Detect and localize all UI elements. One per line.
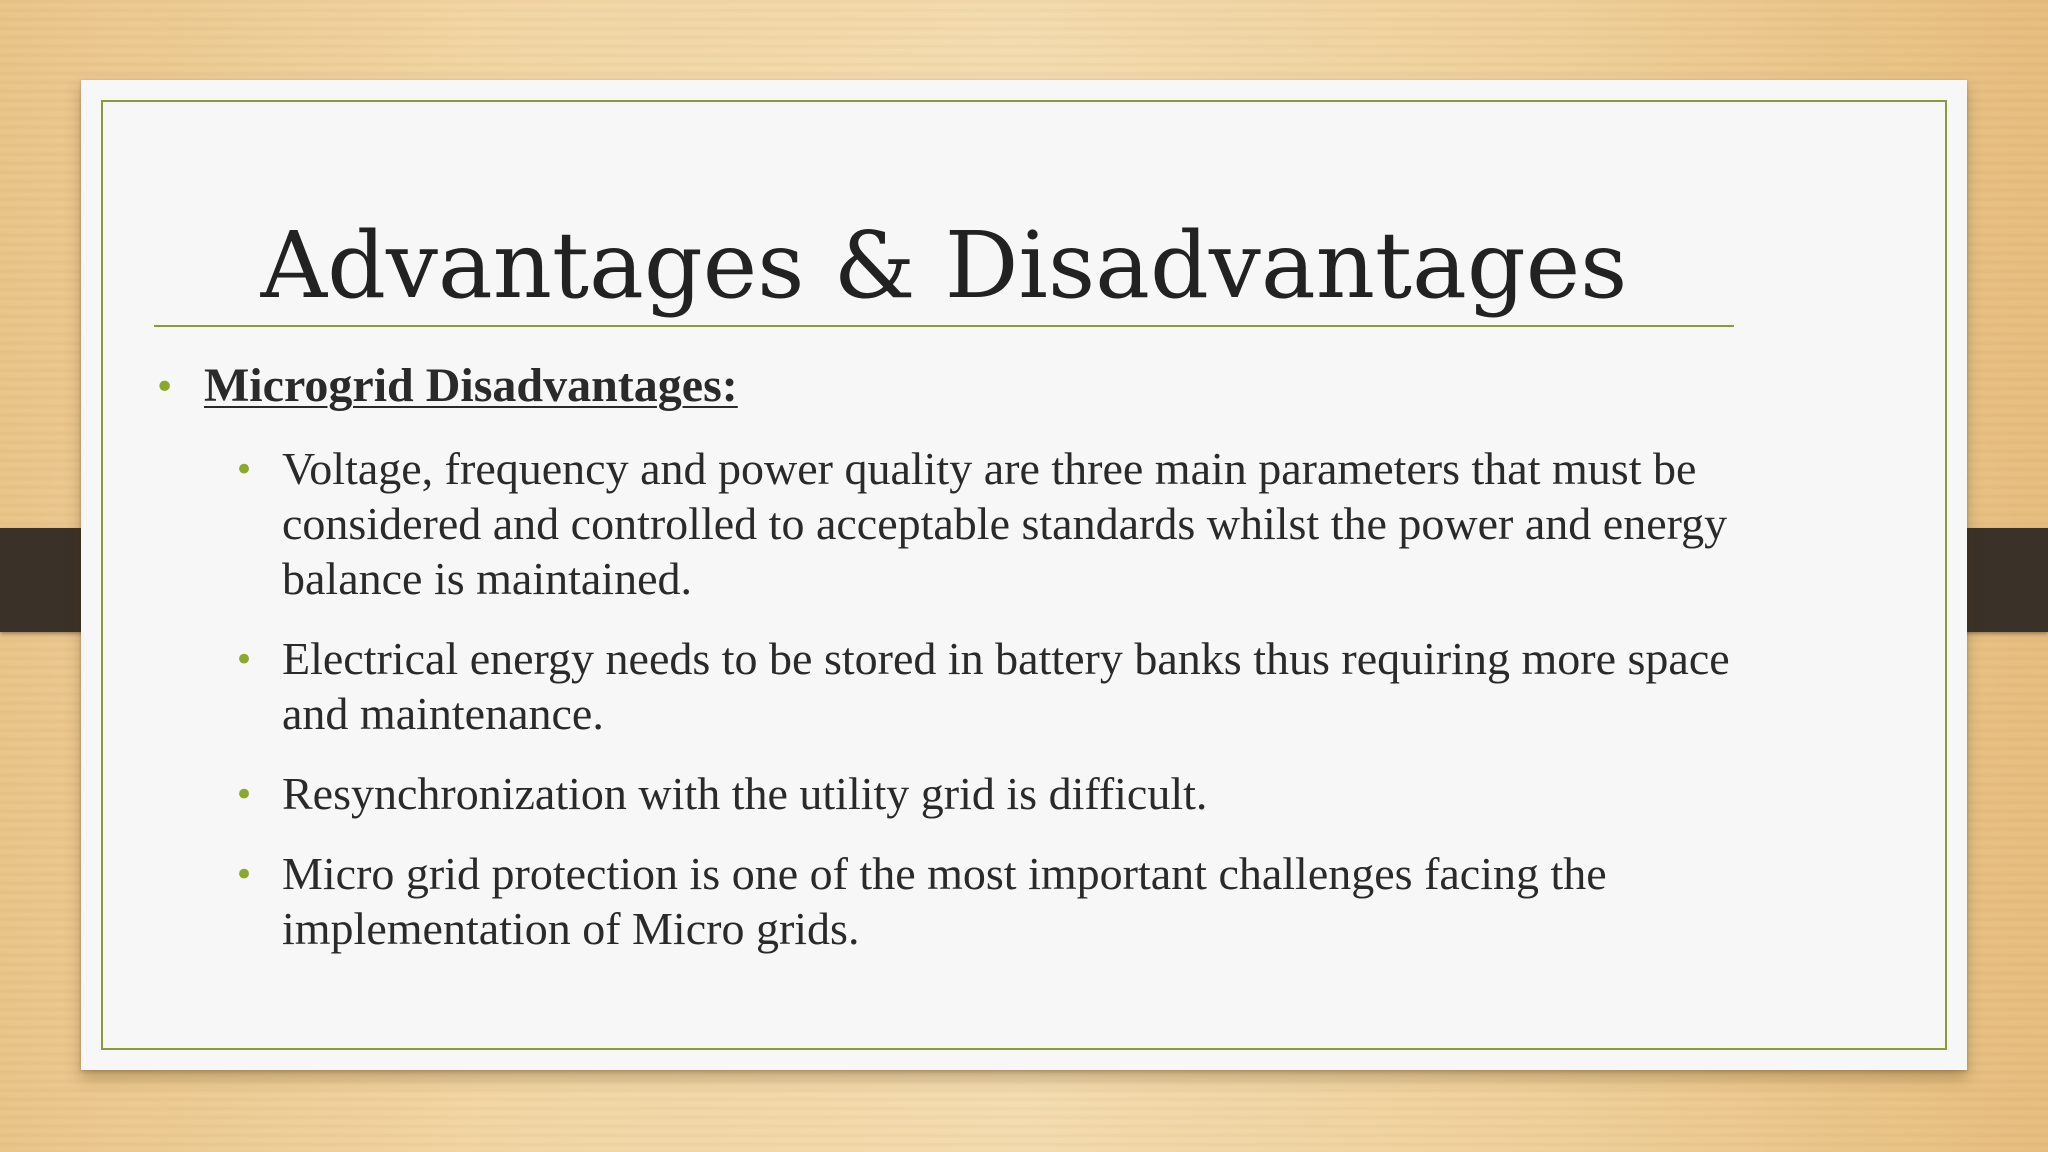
slide-content	[154, 360, 1834, 981]
bullet-icon: •	[234, 639, 255, 680]
title-divider	[154, 325, 1734, 327]
bullet-icon: •	[234, 449, 255, 490]
section-heading: Microgrid Disadvantages:	[204, 359, 738, 412]
bullet-icon: •	[234, 854, 255, 895]
list-item	[232, 631, 1782, 741]
list-item-text: Resynchronization with the utility grid is difficult.	[282, 767, 1208, 819]
section-item	[154, 360, 1834, 413]
bullet-icon: •	[234, 774, 255, 815]
list-item	[232, 441, 1782, 606]
bullet-icon: •	[154, 367, 176, 408]
list-item	[232, 766, 1782, 821]
slide-title: Advantages & Disadvantages	[260, 212, 1628, 319]
list-item-text: Electrical energy needs to be stored in battery banks thus requiring more space and maintenance.	[282, 632, 1730, 739]
list-item	[232, 846, 1782, 956]
list-item-text: Voltage, frequency and power quality are three main parameters that must be considered and controlled to acceptable standards whilst the power and energy balance is maintained.	[282, 442, 1728, 604]
list-item-text: Micro grid protection is one of the most important challenges facing the implementation of Micro grids.	[282, 847, 1607, 954]
